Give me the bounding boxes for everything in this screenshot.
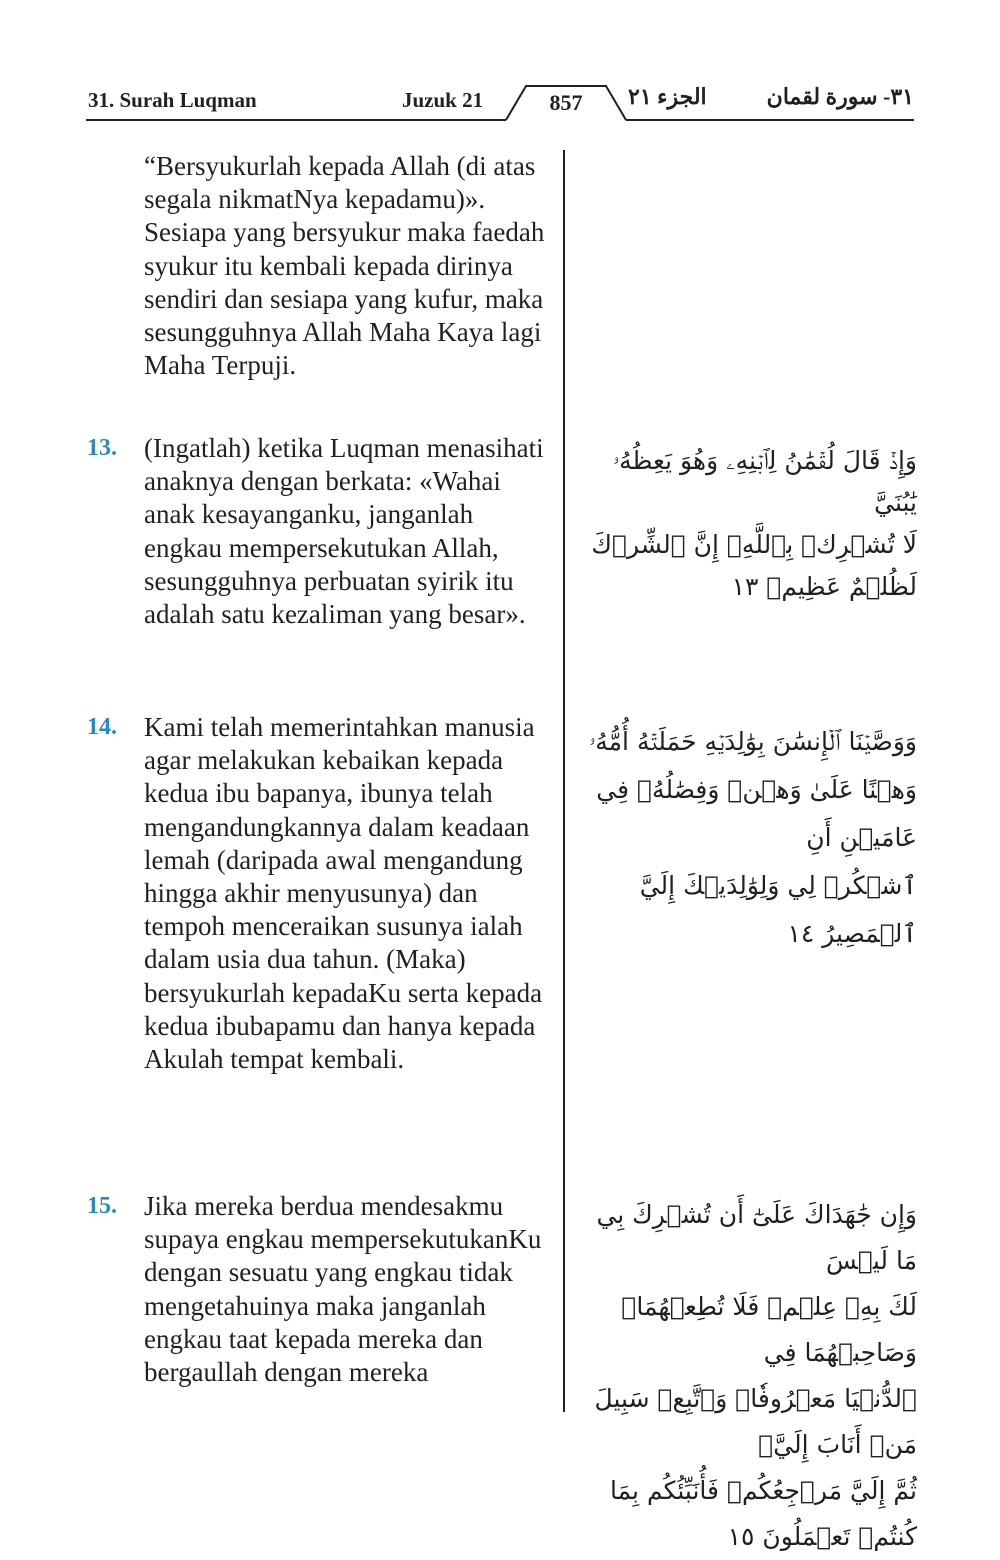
arabic-line: ٱشۡكُرۡ لِي وَلِوَٰلِدَيۡكَ إِلَيَّ ٱلۡمَصِيرُ ١٤ — [639, 871, 917, 948]
arabic-line: لَكَ بِهِۦ عِلۡمٞ فَلَا تُطِعۡهُمَاۖ وَصَاحِبۡهُمَا فِي — [621, 1292, 917, 1367]
verse-translation: (Ingatlah) ketika Luqman menasihati anaknya dengan berkata: «Wahai anak kesayanganku, janganlah engkau mempersekutukan Allah, sesungguhnya perbuatan syirik itu adalah satu kezaliman yang besar». — [144, 433, 544, 630]
arabic-verse — [577, 718, 917, 958]
arabic-surah-title: ٣١- سورة لقمان — [766, 84, 914, 109]
verse-number: 14. — [87, 714, 117, 740]
continuation-paragraph: “Bersyukurlah kepada Allah (di atas segala nikmatNya kepadamu)». Sesiapa yang bersyukur maka faedah syukur itu kembali kepada dirinya sendiri dan sesiapa yang kufur, maka sesungguhnya Allah Maha Kaya lagi Maha Terpuji. — [144, 151, 545, 381]
arabic-line: كُنتُمۡ تَعۡمَلُونَ ١٥ — [727, 1522, 917, 1551]
arabic-verse — [577, 1192, 917, 1560]
verse-number: 15. — [87, 1193, 117, 1219]
arabic-line: وَوَصَّيۡنَا ٱلۡإِنسَٰنَ بِوَٰلِدَيۡهِ حَمَلَتۡهُ أُمُّهُۥ — [589, 727, 917, 756]
arabic-line: وَإِذۡ قَالَ لُقۡمَٰنُ لِٱبۡنِهِۦ وَهُوَ يَعِظُهُۥ يَٰبُنَيَّ — [612, 446, 917, 517]
arabic-line: ٱلدُّنۡيَا مَعۡرُوفٗاۖ وَٱتَّبِعۡ سَبِيلَ مَنۡ أَنَابَ إِلَيَّۚ — [594, 1384, 917, 1459]
juzuk-label: Juzuk 21 — [402, 88, 484, 112]
verse-translation: Jika mereka berdua mendesakmu supaya engkau mempersekutukanKu dengan sesuatu yang engkau tidak mengetahuinya maka janganlah engkau taat kepada mereka dan bergaullah dengan mereka — [144, 1191, 542, 1388]
page-number: 857 — [549, 90, 583, 115]
verse-number: 13. — [87, 435, 117, 461]
arabic-juz-label: الجزء ٢١ — [628, 84, 707, 109]
arabic-line: لَا تُشۡرِكۡ بِٱللَّهِۖ إِنَّ ٱلشِّرۡكَ لَظُلۡمٌ عَظِيمٞ ١٣ — [591, 530, 917, 601]
arabic-line: ثُمَّ إِلَيَّ مَرۡجِعُكُمۡ فَأُنَبِّئُكُم بِمَا — [609, 1476, 917, 1505]
surah-title: 31. Surah Luqman — [88, 88, 257, 112]
arabic-line: وَإِن جَٰهَدَاكَ عَلَىٰٓ أَن تُشۡرِكَ بِي مَا لَيۡسَ — [596, 1200, 917, 1275]
page-header — [86, 80, 914, 124]
arabic-verse — [577, 440, 917, 608]
verse-translation: Kami telah memerintahkan manusia agar melakukan kebaikan kepada kedua ibu bapanya, ibunya telah mengandungkannya dalam keadaan lemah (daripada awal mengandung hingga akhir menyusunya) dan tempoh menceraikan susunya ialah dalam usia dua tahun. (Maka) bersyukurlah kepadaKu serta kepada kedua ibubapamu dan hanya kepada Akulah tempat kembali. — [144, 712, 543, 1075]
arabic-line: وَهۡنًا عَلَىٰ وَهۡنٖ وَفِصَٰلُهُۥ فِي عَامَيۡنِ أَنِ — [596, 775, 917, 852]
column-divider — [563, 150, 565, 1412]
